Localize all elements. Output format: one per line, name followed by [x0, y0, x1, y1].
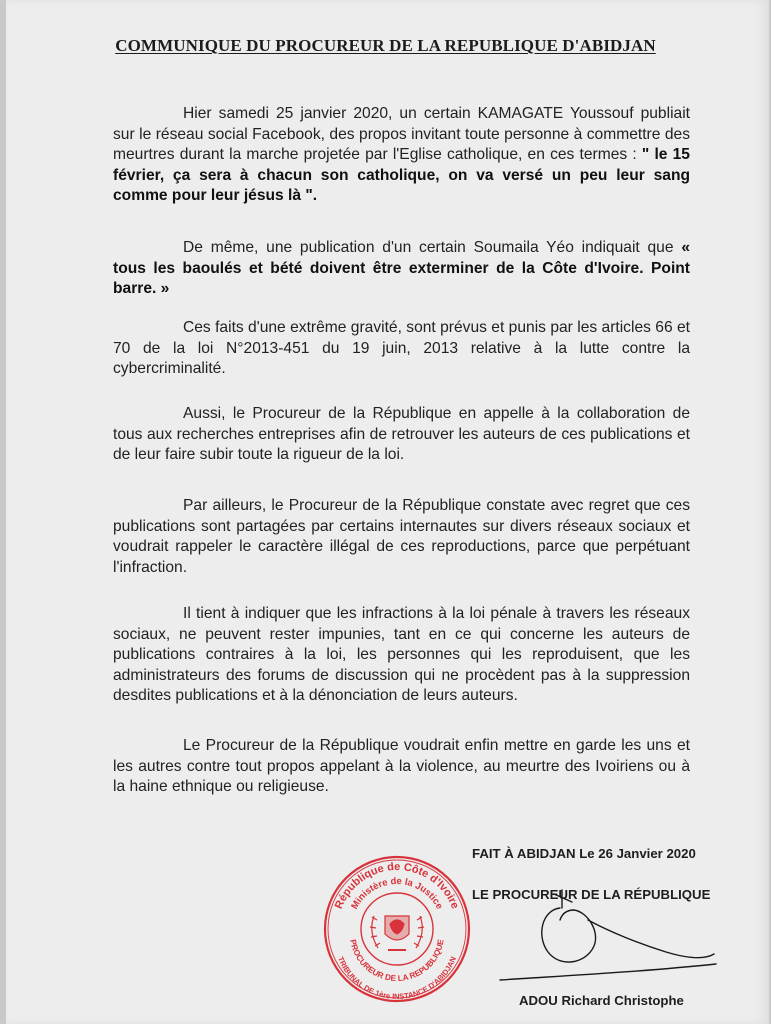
stamp-lower-text: PROCUREUR DE LA REPUBLIQUE: [348, 938, 446, 984]
paragraph-1: Hier samedi 25 janvier 2020, un certain KAMAGATE Youssouf publiait sur le réseau social Facebook, des propos invitant toute personne à commettre des meurtres durant la marche projetée par l'Eglise catholique, en ces termes : " le 15 février, ça sera à chacun son catholique, on va versé un peu leur sang comme pour leur jésus là ".: [113, 105, 690, 204]
handwritten-signature: [490, 880, 720, 990]
official-stamp: [322, 854, 472, 1004]
paragraph-5: Par ailleurs, le Procureur de la République constate avec regret que ces publications sont partagées par certains internautes sur divers réseaux sociaux et voudrait rappeler le caractère illégal de ces reproductions, parce que perpétuant l'infraction.: [113, 497, 690, 576]
paragraph-4: Aussi, le Procureur de la République en appelle à la collaboration de tous aux recherches entreprises afin de retrouver les auteurs de ces publications et de leur faire subir toute la rigueur de la loi.: [113, 405, 690, 463]
coat-of-arms-icon: [370, 916, 424, 950]
signatory-name: ADOU Richard Christophe: [519, 993, 684, 1008]
place-date: FAIT À ABIDJAN Le 26 Janvier 2020: [472, 846, 696, 861]
svg-text:PROCUREUR DE LA REPUBLIQUE: [348, 938, 445, 983]
paragraph-7: Le Procureur de la République voudrait enfin mettre en garde les uns et les autres contre tout propos appelant à la violence, au meurtre des Ivoiriens ou à la haine ethnique ou religieuse.: [113, 737, 690, 795]
paragraph-2: De même, une publication d'un certain Soumaila Yéo indiquait que « tous les baoulés et bété doivent être exterminer de la Côte d'Ivoire. Point barre. »: [113, 239, 690, 297]
paragraph-3: Ces faits d'une extrême gravité, sont prévus et punis par les articles 66 et 70 de la loi N°2013-451 du 19 juin, 2013 relative à la lutte contre la cybercriminalité.: [113, 319, 690, 377]
document-title: COMMUNIQUE DU PROCUREUR DE LA REPUBLIQUE D'ABIDJAN: [115, 36, 656, 55]
paragraph-6: Il tient à indiquer que les infractions à la loi pénale à travers les réseaux sociaux, ne peuvent rester impunies, tant en ce qui concerne les auteurs de publications contraires à la loi, les personnes qui les reproduisent, que les administrateurs des forums de discussion qui ne procèdent pas à la suppression desdites publications et à la dénonciation de leurs auteurs.: [113, 605, 690, 704]
signatory-title: LE PROCUREUR DE LA RÉPUBLIQUE: [472, 887, 711, 902]
stamp-outer-text: République de Côte d'Ivoire: [332, 861, 462, 911]
stamp-bottom-text: TRIBUNAL DE 1ère INSTANCE D'ABIDJAN: [336, 955, 458, 1002]
stamp-inner-text: Ministère de la Justice: [349, 875, 445, 912]
